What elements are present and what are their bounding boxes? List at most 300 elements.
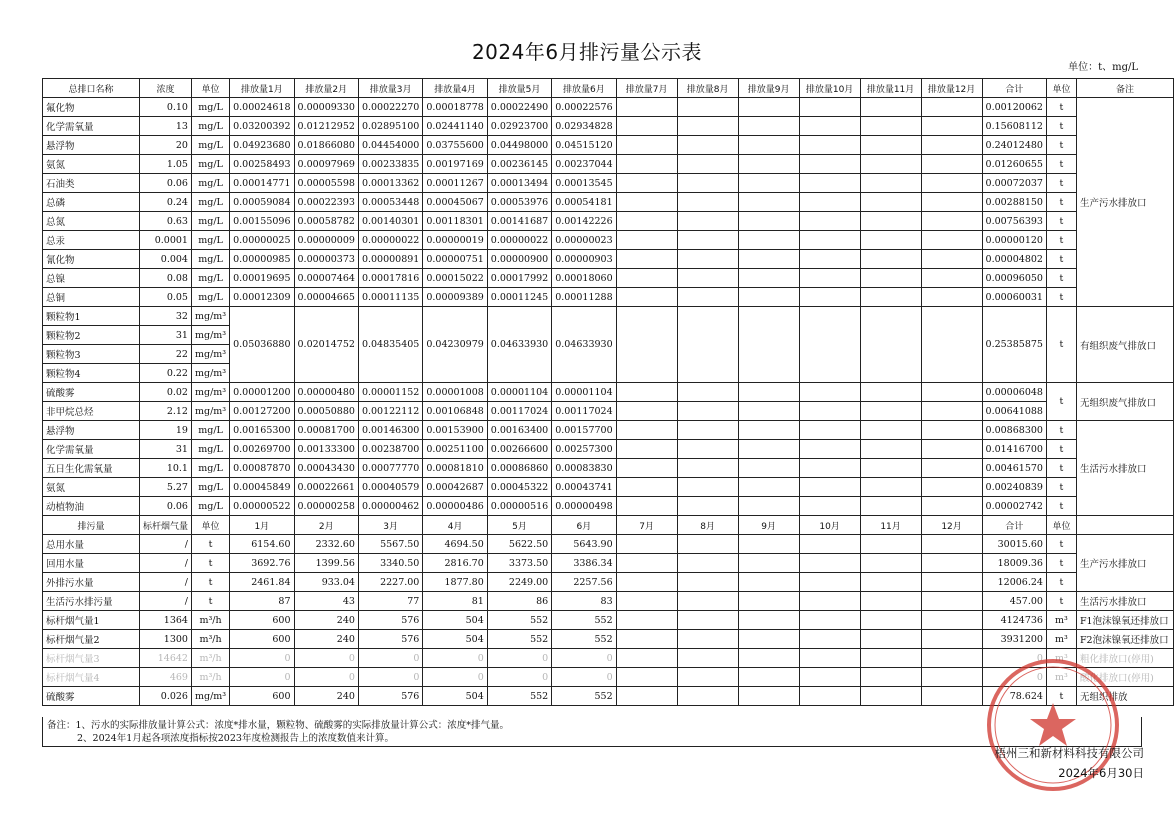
monthly-value: 0.00233835 [358, 155, 422, 174]
total-value: 12006.24 [982, 573, 1046, 592]
monthly-value [677, 611, 738, 630]
column-header: 单位 [191, 516, 229, 535]
monthly-value [921, 117, 982, 136]
column-header: 10月 [799, 516, 860, 535]
remark: 生活污水排放口 [1076, 421, 1173, 516]
column-header: 单位 [1046, 79, 1076, 98]
remark: 粗化排放口(停用) [1076, 649, 1173, 668]
monthly-value [677, 231, 738, 250]
monthly-value [860, 174, 921, 193]
monthly-value: 0.00001104 [552, 383, 616, 402]
monthly-value [860, 421, 921, 440]
concentration: 2.12 [139, 402, 191, 421]
monthly-value: 0.00157700 [552, 421, 616, 440]
monthly-value: 2816.70 [423, 554, 487, 573]
monthly-value: 552 [487, 687, 551, 706]
monthly-value [616, 668, 677, 687]
monthly-value [921, 288, 982, 307]
concentration: 5.27 [139, 478, 191, 497]
total-unit: m³ [1046, 611, 1076, 630]
pollutant-name: 非甲烷总烃 [43, 402, 140, 421]
unit: mg/m³ [191, 345, 229, 364]
monthly-value [677, 478, 738, 497]
monthly-value: 0.00133300 [294, 440, 358, 459]
monthly-value [677, 250, 738, 269]
unit: mg/L [191, 250, 229, 269]
pollutant-name: 颗粒物1 [43, 307, 140, 326]
monthly-value [921, 212, 982, 231]
concentration: 0.05 [139, 288, 191, 307]
monthly-value [738, 136, 799, 155]
column-header: 排放量2月 [294, 79, 358, 98]
concentration: 0.06 [139, 174, 191, 193]
monthly-value: 0.00017992 [487, 269, 551, 288]
total-value: 0.00461570 [982, 459, 1046, 478]
monthly-value [799, 535, 860, 554]
concentration: 0.63 [139, 212, 191, 231]
monthly-value: 3373.50 [487, 554, 551, 573]
column-header: 排污量 [43, 516, 140, 535]
standard-flue-volume: 1364 [139, 611, 191, 630]
monthly-value: 576 [358, 611, 422, 630]
monthly-value [738, 592, 799, 611]
monthly-value [677, 383, 738, 402]
monthly-value [860, 573, 921, 592]
unit: mg/m³ [191, 383, 229, 402]
monthly-value: 0.04230979 [423, 307, 487, 383]
monthly-value: 0.00141687 [487, 212, 551, 231]
total-unit: t [1046, 592, 1076, 611]
standard-flue-volume: / [139, 535, 191, 554]
total-unit: t [1046, 383, 1076, 421]
monthly-value: 0.00040579 [358, 478, 422, 497]
monthly-value: 0.00000462 [358, 497, 422, 516]
concentration: 0.02 [139, 383, 191, 402]
column-header: 7月 [616, 516, 677, 535]
monthly-value [799, 668, 860, 687]
remark: 有组织废气排放口 [1076, 307, 1173, 383]
monthly-value [738, 440, 799, 459]
monthly-value [677, 269, 738, 288]
monthly-value: 0 [487, 649, 551, 668]
monthly-value [860, 668, 921, 687]
monthly-value: 0 [358, 649, 422, 668]
column-header: 合计 [982, 79, 1046, 98]
monthly-value: 0.02441140 [423, 117, 487, 136]
monthly-value: 0.00013362 [358, 174, 422, 193]
pollutant-name: 颗粒物4 [43, 364, 140, 383]
monthly-value [738, 98, 799, 117]
unit: mg/L [191, 231, 229, 250]
table-row [43, 250, 1174, 269]
monthly-value [738, 478, 799, 497]
monthly-value: 0.00054181 [552, 193, 616, 212]
total-value: 18009.36 [982, 554, 1046, 573]
concentration: 13 [139, 117, 191, 136]
column-header: 排放量10月 [799, 79, 860, 98]
monthly-value: 5622.50 [487, 535, 551, 554]
table-row [43, 174, 1174, 193]
monthly-value [677, 155, 738, 174]
monthly-value: 0.00153900 [423, 421, 487, 440]
monthly-value [677, 402, 738, 421]
column-header: 浓度 [139, 79, 191, 98]
monthly-value: 0 [358, 668, 422, 687]
monthly-value: 0.00266600 [487, 440, 551, 459]
monthly-value: 1877.80 [423, 573, 487, 592]
item-name: 生活污水排污量 [43, 592, 140, 611]
item-name: 总用水量 [43, 535, 140, 554]
monthly-value: 0 [552, 668, 616, 687]
monthly-value [616, 250, 677, 269]
monthly-value [860, 288, 921, 307]
monthly-value [799, 497, 860, 516]
monthly-value [738, 117, 799, 136]
monthly-value: 0.00043741 [552, 478, 616, 497]
table-row [43, 535, 1174, 554]
monthly-value: 0.02934828 [552, 117, 616, 136]
monthly-value [616, 573, 677, 592]
column-header: 2月 [294, 516, 358, 535]
monthly-value: 2461.84 [230, 573, 294, 592]
monthly-value [799, 136, 860, 155]
table-row [43, 592, 1174, 611]
column-header: 总排口名称 [43, 79, 140, 98]
total-value: 0.01416700 [982, 440, 1046, 459]
monthly-value: 0.00004665 [294, 288, 358, 307]
column-header: 6月 [552, 516, 616, 535]
unit: mg/L [191, 98, 229, 117]
monthly-value [860, 250, 921, 269]
monthly-value: 240 [294, 630, 358, 649]
total-value: 0 [982, 668, 1046, 687]
monthly-value: 0.00140301 [358, 212, 422, 231]
monthly-value: 0 [423, 649, 487, 668]
monthly-value: 240 [294, 687, 358, 706]
total-value: 0.00060031 [982, 288, 1046, 307]
monthly-value: 0.04633930 [487, 307, 551, 383]
monthly-value [921, 649, 982, 668]
monthly-value: 0.00050880 [294, 402, 358, 421]
monthly-value [860, 459, 921, 478]
monthly-value [860, 231, 921, 250]
monthly-value: 0.00018778 [423, 98, 487, 117]
total-value: 3931200 [982, 630, 1046, 649]
unit: mg/m³ [191, 326, 229, 345]
monthly-value [860, 440, 921, 459]
column-header: 8月 [677, 516, 738, 535]
header-row [43, 79, 1174, 98]
monthly-value [616, 307, 677, 383]
monthly-value: 0.00087870 [230, 459, 294, 478]
pollutant-name: 动植物油 [43, 497, 140, 516]
concentration: 31 [139, 440, 191, 459]
monthly-value: 0.02014752 [294, 307, 358, 383]
total-value: 0.00096050 [982, 269, 1046, 288]
monthly-value: 0.00165300 [230, 421, 294, 440]
monthly-value: 0.00022490 [487, 98, 551, 117]
monthly-value [677, 174, 738, 193]
table-row [43, 573, 1174, 592]
monthly-value: 0.00000516 [487, 497, 551, 516]
monthly-value [860, 402, 921, 421]
monthly-value [860, 117, 921, 136]
total-value: 0 [982, 649, 1046, 668]
monthly-value: 0.00097969 [294, 155, 358, 174]
monthly-value [799, 687, 860, 706]
monthly-value: 0.00000023 [552, 231, 616, 250]
unit: mg/L [191, 421, 229, 440]
monthly-value: 3386.34 [552, 554, 616, 573]
item-name: 回用水量 [43, 554, 140, 573]
monthly-value: 0.02895100 [358, 117, 422, 136]
monthly-value: 0.00053448 [358, 193, 422, 212]
monthly-value: 0.00009389 [423, 288, 487, 307]
monthly-value [860, 383, 921, 402]
monthly-value [921, 668, 982, 687]
column-header: 5月 [487, 516, 551, 535]
total-unit: t [1046, 573, 1076, 592]
monthly-value: 0.00118301 [423, 212, 487, 231]
monthly-value: 0.00022661 [294, 478, 358, 497]
monthly-value [799, 402, 860, 421]
monthly-value: 0.00127200 [230, 402, 294, 421]
monthly-value: 0.00000486 [423, 497, 487, 516]
monthly-value [799, 478, 860, 497]
remark: 生产污水排放口 [1076, 535, 1173, 592]
monthly-value: 0.00024618 [230, 98, 294, 117]
monthly-value: 600 [230, 687, 294, 706]
monthly-value [799, 231, 860, 250]
concentration: 0.08 [139, 269, 191, 288]
monthly-value [799, 592, 860, 611]
monthly-value [799, 573, 860, 592]
pollutant-name: 悬浮物 [43, 136, 140, 155]
total-value: 0.00120062 [982, 98, 1046, 117]
monthly-value [677, 440, 738, 459]
monthly-value [921, 592, 982, 611]
monthly-value [616, 98, 677, 117]
monthly-value [616, 459, 677, 478]
item-name: 标杆烟气量2 [43, 630, 140, 649]
monthly-value [738, 668, 799, 687]
monthly-value: 0.01866080 [294, 136, 358, 155]
remark: 无组织排放 [1076, 687, 1173, 706]
monthly-value [799, 174, 860, 193]
total-unit: t [1046, 497, 1076, 516]
monthly-value: 0.00012309 [230, 288, 294, 307]
monthly-value [677, 98, 738, 117]
monthly-value: 0.00083830 [552, 459, 616, 478]
total-value: 0.15608112 [982, 117, 1046, 136]
unit: mg/L [191, 155, 229, 174]
standard-flue-volume: / [139, 554, 191, 573]
concentration: 20 [139, 136, 191, 155]
column-header: 12月 [921, 516, 982, 535]
monthly-value [616, 611, 677, 630]
pollutant-name: 化学需氧量 [43, 117, 140, 136]
monthly-value: 0.00106848 [423, 402, 487, 421]
monthly-value [616, 269, 677, 288]
table-row [43, 98, 1174, 117]
monthly-value: 0.00086860 [487, 459, 551, 478]
monthly-value: 0.01212952 [294, 117, 358, 136]
pollutant-name: 颗粒物3 [43, 345, 140, 364]
unit: t [191, 535, 229, 554]
monthly-value: 240 [294, 611, 358, 630]
unit: mg/L [191, 269, 229, 288]
total-value: 30015.60 [982, 535, 1046, 554]
monthly-value: 0.00000022 [487, 231, 551, 250]
concentration: 22 [139, 345, 191, 364]
total-value: 0.00002742 [982, 497, 1046, 516]
monthly-value [921, 687, 982, 706]
remark: F2泡沫镍氧还排放口 [1076, 630, 1173, 649]
monthly-value: 504 [423, 611, 487, 630]
monthly-value [921, 421, 982, 440]
monthly-value [860, 535, 921, 554]
monthly-value: 6154.60 [230, 535, 294, 554]
column-header: 4月 [423, 516, 487, 535]
monthly-value [921, 269, 982, 288]
concentration: 0.004 [139, 250, 191, 269]
monthly-value [616, 478, 677, 497]
monthly-value: 0 [294, 649, 358, 668]
monthly-value [799, 611, 860, 630]
monthly-value: 1399.56 [294, 554, 358, 573]
total-unit: t [1046, 136, 1076, 155]
total-value: 0.00006048 [982, 383, 1046, 402]
unit: mg/m³ [191, 687, 229, 706]
monthly-value [860, 155, 921, 174]
monthly-value: 0.00081700 [294, 421, 358, 440]
remark: 生产污水排放口 [1076, 98, 1173, 307]
monthly-value: 0 [294, 668, 358, 687]
monthly-value: 0.00022393 [294, 193, 358, 212]
monthly-value [677, 459, 738, 478]
monthly-value: 0.00059084 [230, 193, 294, 212]
pollutant-name: 五日生化需氧量 [43, 459, 140, 478]
monthly-value [738, 250, 799, 269]
unit: mg/m³ [191, 307, 229, 326]
table-row [43, 212, 1174, 231]
monthly-value [921, 98, 982, 117]
monthly-value: 5643.90 [552, 535, 616, 554]
monthly-value [738, 383, 799, 402]
total-unit: t [1046, 155, 1076, 174]
remark: F1泡沫镍氧还排放口 [1076, 611, 1173, 630]
concentration: 1.05 [139, 155, 191, 174]
table-row [43, 611, 1174, 630]
monthly-value [799, 440, 860, 459]
monthly-value: 0.00000903 [552, 250, 616, 269]
pollutant-name: 悬浮物 [43, 421, 140, 440]
monthly-value: 5567.50 [358, 535, 422, 554]
unit-note: 单位：t、mg/L [1068, 62, 1138, 73]
total-unit: t [1046, 535, 1076, 554]
monthly-value [616, 440, 677, 459]
unit: m³/h [191, 649, 229, 668]
monthly-value: 0.00045067 [423, 193, 487, 212]
table-row [43, 554, 1174, 573]
monthly-value [799, 459, 860, 478]
monthly-value [677, 421, 738, 440]
monthly-value: 0.00007464 [294, 269, 358, 288]
total-value: 0.00072037 [982, 174, 1046, 193]
monthly-value [677, 497, 738, 516]
monthly-value [616, 402, 677, 421]
footnote-2: 2、2024年1月起各项浓度指标按2023年度检测报告上的浓度数值来计算。 [77, 733, 394, 744]
pollutant-name: 总汞 [43, 231, 140, 250]
monthly-value: 0.00000258 [294, 497, 358, 516]
total-value: 0.00004802 [982, 250, 1046, 269]
total-unit: t [1046, 212, 1076, 231]
monthly-value [677, 592, 738, 611]
total-value: 457.00 [982, 592, 1046, 611]
total-value: 0.00868300 [982, 421, 1046, 440]
monthly-value: 0.05036880 [230, 307, 294, 383]
total-unit: t [1046, 193, 1076, 212]
monthly-value: 0.00257300 [552, 440, 616, 459]
monthly-value [738, 649, 799, 668]
monthly-value [738, 402, 799, 421]
signature-block [995, 743, 1145, 783]
monthly-value: 0.03755600 [423, 136, 487, 155]
monthly-value [860, 269, 921, 288]
monthly-value [738, 497, 799, 516]
monthly-value [677, 554, 738, 573]
monthly-value: 0.00043430 [294, 459, 358, 478]
monthly-value: 504 [423, 687, 487, 706]
monthly-value [799, 193, 860, 212]
monthly-value [677, 687, 738, 706]
monthly-value [677, 117, 738, 136]
column-header: 排放量11月 [860, 79, 921, 98]
total-unit: m³ [1046, 630, 1076, 649]
monthly-value: 0 [423, 668, 487, 687]
monthly-value: 3340.50 [358, 554, 422, 573]
monthly-value [860, 649, 921, 668]
concentration: 0.06 [139, 497, 191, 516]
column-header: 合计 [982, 516, 1046, 535]
monthly-value [799, 117, 860, 136]
total-value: 0.25385875 [982, 307, 1046, 383]
monthly-value [616, 649, 677, 668]
sign-date: 2024年6月30日 [1058, 766, 1144, 780]
monthly-value [921, 611, 982, 630]
monthly-value [677, 535, 738, 554]
unit: mg/L [191, 136, 229, 155]
total-value: 78.624 [982, 687, 1046, 706]
monthly-value: 0.00258493 [230, 155, 294, 174]
monthly-value: 0.00163400 [487, 421, 551, 440]
monthly-value: 83 [552, 592, 616, 611]
monthly-value [921, 383, 982, 402]
monthly-value: 0.00011267 [423, 174, 487, 193]
monthly-value [799, 307, 860, 383]
pollutant-name: 总氮 [43, 212, 140, 231]
total-value: 0.00641088 [982, 402, 1046, 421]
item-name: 标杆烟气量4 [43, 668, 140, 687]
column-header: 排放量5月 [487, 79, 551, 98]
monthly-value [738, 459, 799, 478]
unit: mg/L [191, 440, 229, 459]
monthly-value [616, 174, 677, 193]
monthly-value: 552 [487, 630, 551, 649]
column-header: 标杆烟气量 [139, 516, 191, 535]
footnotes [42, 717, 1142, 747]
monthly-value: 0.00146300 [358, 421, 422, 440]
